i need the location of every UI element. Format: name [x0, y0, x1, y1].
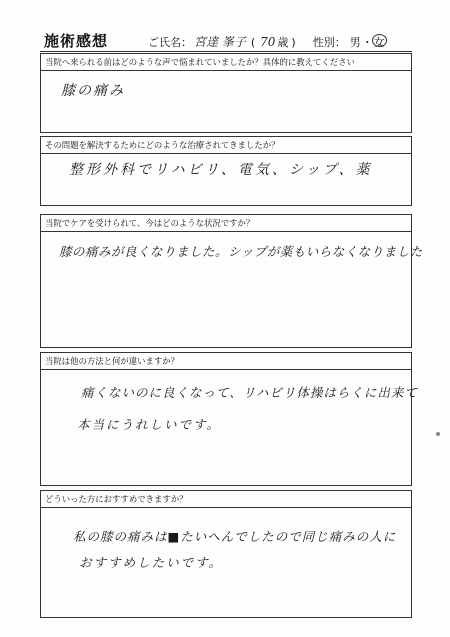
answer-3-line-1: 膝の痛みが良くなりました。シップが薬もいらなくなりました: [59, 244, 423, 259]
gender-male: 男: [349, 36, 361, 49]
paren-open: (: [250, 36, 256, 49]
question-box-4: [40, 352, 418, 486]
answer-1-line-1: 膝の痛み: [61, 83, 125, 99]
question-1-text: 当院へ来られる前はどのような声で悩まれていましたか？具体的に教えてください: [41, 54, 411, 71]
question-box-5: [40, 490, 412, 618]
age-unit: 歳: [277, 36, 289, 49]
name-label: ご氏名：: [148, 36, 192, 49]
answer-5-line-1: 私の膝の痛みは■たいへんでしたので同じ痛みの人に: [73, 529, 397, 544]
question-5-text: どういった方におすすめできますか？: [41, 491, 411, 508]
answer-4-line-2: 本当にうれしいです。: [77, 417, 222, 432]
question-3-text: 当院でケアを受けられて、今はどのような状況ですか？: [41, 215, 411, 232]
answer-5-line-2: おすすめしたいです。: [79, 555, 224, 570]
question-2-text: その問題を解決するためにどのような治療されてきましたか？: [41, 137, 411, 154]
question-4-text: 当院は他の方法と何が違いますか？: [41, 353, 411, 370]
document-title: 施術感想: [44, 32, 109, 50]
gender-separator: ・: [361, 36, 373, 49]
age-value: 70: [260, 35, 276, 49]
gender-female: 女: [373, 36, 385, 49]
selection-circle-icon: [372, 34, 387, 47]
paren-close: ): [291, 36, 296, 49]
name-value: 宮達 峯子: [194, 35, 246, 49]
answer-2-line-1: 整形外科でリハビリ、電気、シップ、薬: [69, 162, 373, 178]
patient-info-row: [148, 33, 385, 50]
question-box-3: [40, 214, 423, 348]
question-box-2: [40, 136, 412, 206]
gender-label: 性別：: [312, 36, 346, 49]
answer-4-line-1: 痛くないのに良くなって、リハビリ体操はらくに出来て: [81, 385, 418, 400]
question-box-1: [40, 53, 412, 133]
scan-mark: [436, 432, 440, 436]
header-rule: [40, 51, 412, 52]
